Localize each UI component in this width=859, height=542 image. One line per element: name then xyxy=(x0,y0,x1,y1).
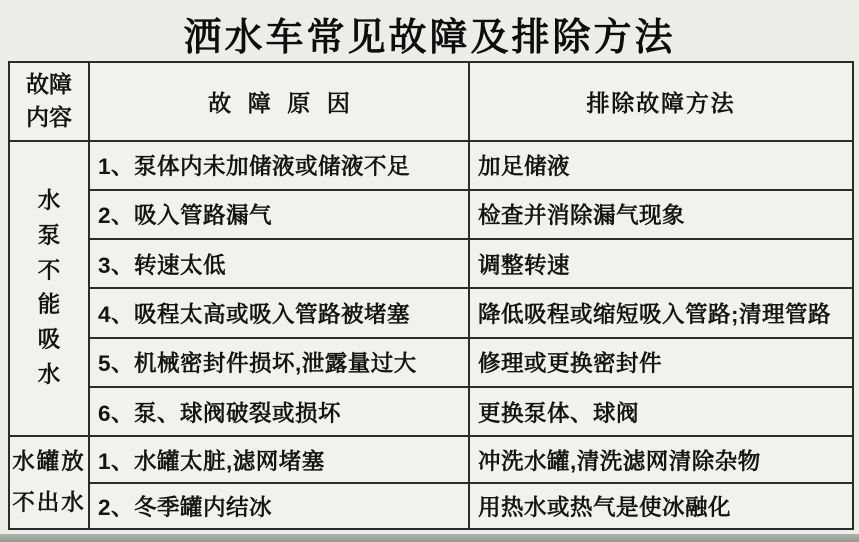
table-header-row xyxy=(9,62,853,141)
table-row xyxy=(9,141,853,190)
table-row xyxy=(9,483,853,529)
table-row xyxy=(9,190,853,239)
group-label-pump-cannot-suck xyxy=(9,141,89,437)
table-row xyxy=(9,338,853,387)
header-fault-content-line1: 故障 xyxy=(26,70,72,97)
header-fault-cause: 故障原因 xyxy=(89,62,469,141)
fault-table xyxy=(8,61,854,530)
cause-cell: 5、机械密封件损坏,泄露量过大 xyxy=(89,338,469,387)
scan-shadow xyxy=(0,534,859,542)
table-row xyxy=(9,436,853,482)
header-fault-content xyxy=(9,62,89,141)
remedy-cell: 降低吸程或缩短吸入管路;清理管路 xyxy=(469,288,853,337)
remedy-cell: 加足储液 xyxy=(469,141,853,190)
table-row xyxy=(9,288,853,337)
cause-cell: 4、吸程太高或吸入管路被堵塞 xyxy=(89,288,469,337)
group-label-tank-no-discharge xyxy=(9,436,89,529)
cause-cell: 1、水罐太脏,滤网堵塞 xyxy=(89,436,469,482)
cause-cell: 2、冬季罐内结冰 xyxy=(89,483,469,529)
page-title: 洒水车常见故障及排除方法 xyxy=(183,17,676,59)
header-fault-content-line2: 内容 xyxy=(26,104,72,131)
table-row xyxy=(9,387,853,436)
remedy-cell: 用热水或热气是使冰融化 xyxy=(469,483,853,529)
remedy-cell: 修理或更换密封件 xyxy=(469,338,853,387)
remedy-cell: 更换泵体、球阀 xyxy=(469,387,853,436)
cause-cell: 1、泵体内未加储液或储液不足 xyxy=(89,141,469,190)
group-label-text: 水罐放不出水 xyxy=(12,449,86,515)
remedy-cell: 检查并消除漏气现象 xyxy=(469,190,853,239)
cause-cell: 6、泵、球阀破裂或损坏 xyxy=(89,387,469,436)
table-row xyxy=(9,239,853,288)
cause-cell: 3、转速太低 xyxy=(89,239,469,288)
group-label-text: 水泵不能吸水 xyxy=(37,187,61,388)
header-remedy: 排除故障方法 xyxy=(469,62,853,141)
cause-cell: 2、吸入管路漏气 xyxy=(89,190,469,239)
remedy-cell: 冲洗水罐,清洗滤网清除杂物 xyxy=(469,436,853,482)
remedy-cell: 调整转速 xyxy=(469,239,853,288)
